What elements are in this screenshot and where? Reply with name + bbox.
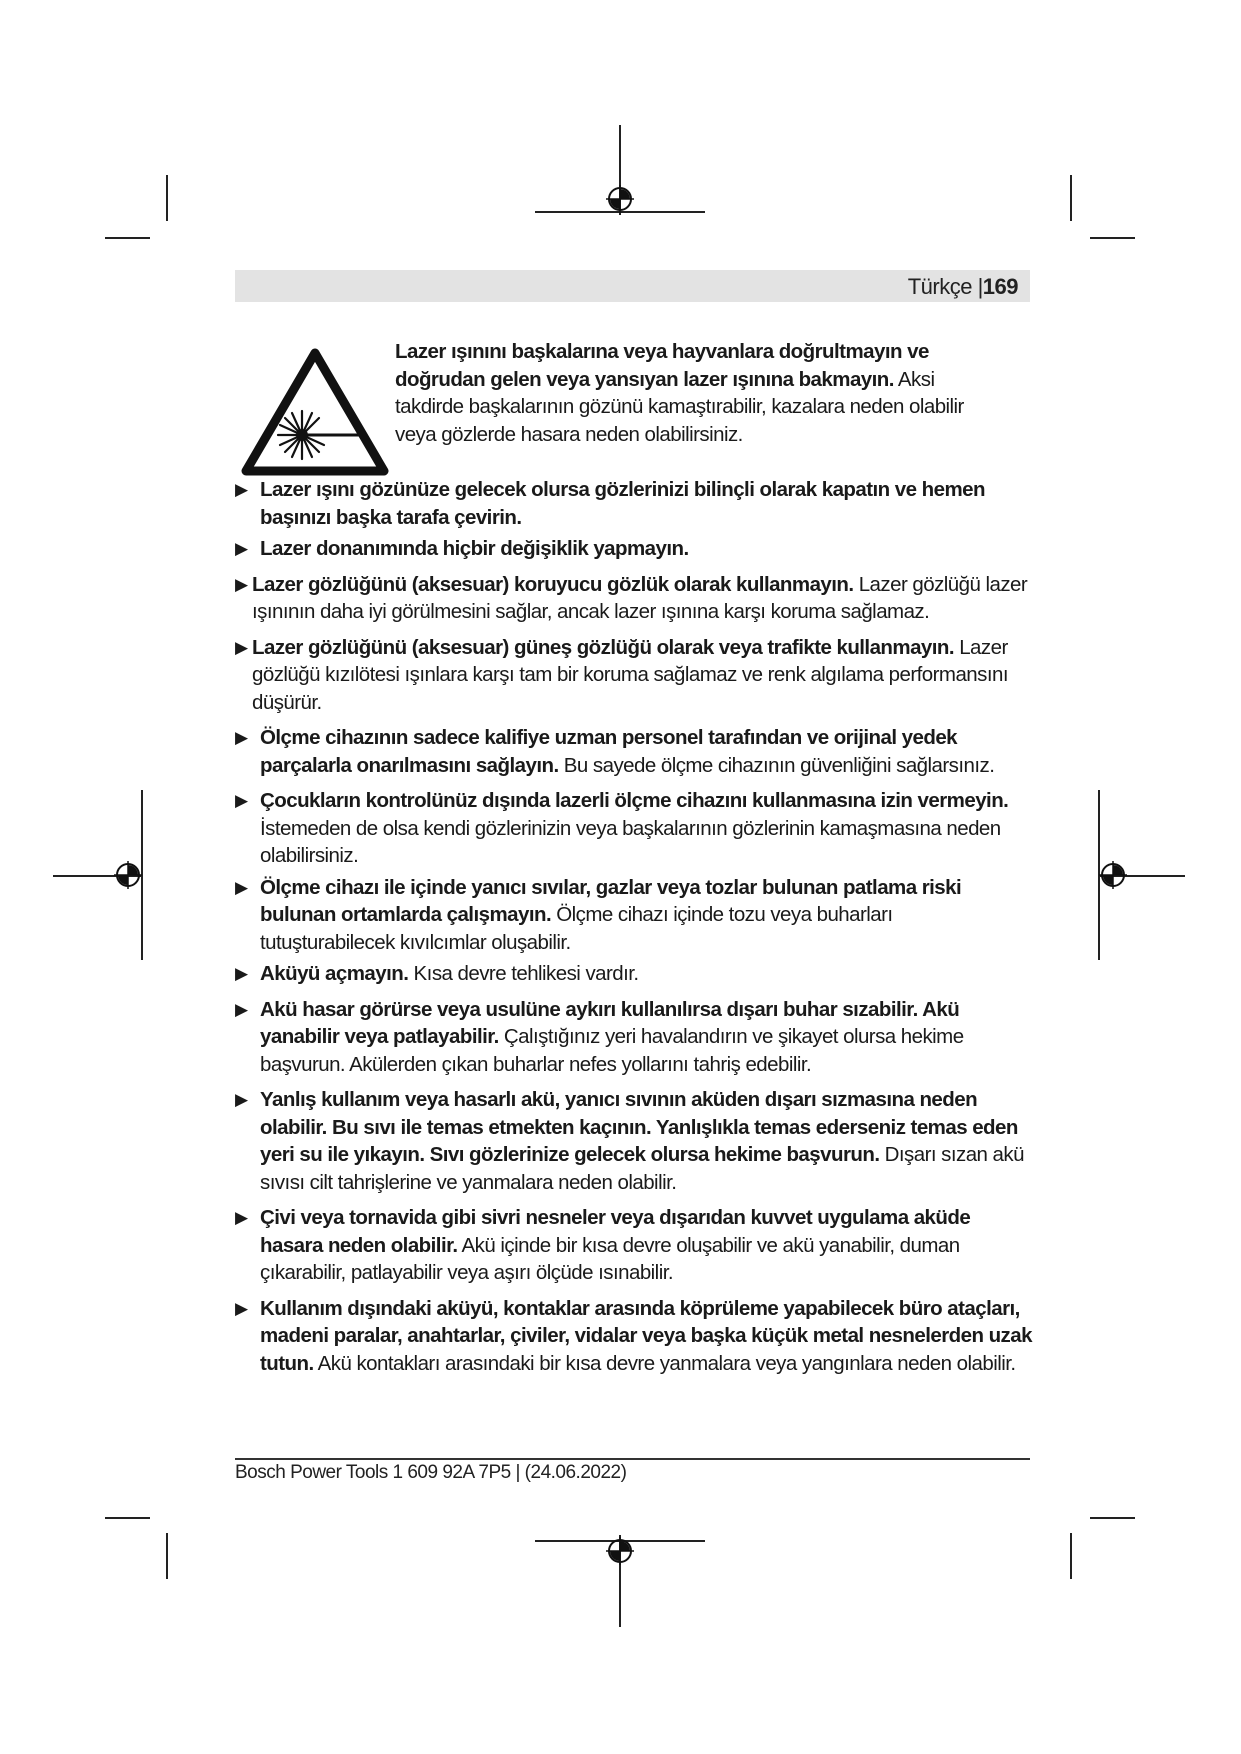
bullet-triangle-icon: ▶ — [235, 574, 248, 594]
bullet-triangle-icon: ▶ — [235, 1298, 248, 1318]
list-item — [232, 996, 1032, 1079]
list-item-normal: Akü içinde bir kısa devre oluşabilir ve akü yanabilir, duman çıkarabilir, patlayabilir veya aşırı ölçüde ısınabilir. — [260, 1233, 960, 1284]
crop-mark-top-left-vertical — [166, 175, 168, 221]
bullet-triangle-icon: ▶ — [235, 728, 248, 747]
crop-mark-top-left-horizontal — [105, 237, 150, 239]
registration-target-bottom-icon — [604, 1535, 636, 1567]
safety-instructions — [232, 330, 1032, 1377]
laser-warning-text — [395, 338, 995, 448]
list-item — [232, 874, 1032, 957]
list-item-bold: Lazer gözlüğünü (aksesuar) koruyucu gözlük olarak kullanmayın. — [252, 572, 854, 596]
list-item-bold: Kullanım dışındaki aküyü, kontaklar arasında köprüleme yapabilecek büro ataçları, madeni paralar, anahtarlar, çiviler, vidalar veya başka küçük metal nesnelerden uzak tutun. — [260, 1296, 1032, 1375]
bullet-triangle-icon: ▶ — [235, 1090, 248, 1109]
list-item-bold: Yanlış kullanım veya hasarlı akü, yanıcı sıvının aküden dışarı sızmasına neden olabilir. Bu sıvı ile temas etmekten kaçının. Yanlışlıkla temas ederseniz temas eden yeri su ile yıkayın. Sıvı gözlerinize gelecek olursa hekime başvurun. — [260, 1088, 1018, 1166]
header-separator: | — [977, 274, 983, 299]
list-item-normal: Çalıştığınız yeri havalandırın ve şikayet olursa hekime başvurun. Akülerden çıkan buharlar nefes yollarını tahriş edebilir. — [260, 1025, 964, 1076]
bullet-triangle-icon: ▶ — [235, 1208, 248, 1227]
bullet-triangle-icon: ▶ — [235, 877, 248, 897]
crop-mark-bottom-left-horizontal — [105, 1517, 150, 1519]
list-item-bold: Akü hasar görürse veya usulüne aykırı kullanılırsa dışarı buhar sızabilir. Akü yanabilir veya patlayabilir. — [260, 997, 960, 1048]
list-item — [232, 634, 1032, 717]
header-language: Türkçe — [907, 274, 972, 299]
laser-warning-block — [232, 330, 1032, 448]
list-item — [232, 1086, 1032, 1196]
footer-divider — [235, 1458, 1030, 1460]
list-item-bold: Çocukların kontrolünüz dışında lazerli ölçme cihazını kullanmasına izin vermeyin. — [260, 789, 1009, 812]
laser-warning-triangle-icon — [240, 345, 390, 477]
list-item — [232, 535, 1032, 563]
header-text — [908, 274, 1018, 300]
list-item-bold: Çivi veya tornavida gibi sivri nesneler veya dışarıdan kuvvet uygulama aküde hasara neden olabilir. — [260, 1206, 971, 1257]
crop-mark-bottom-right-horizontal — [1090, 1517, 1135, 1519]
list-item-normal: İstemeden de olsa kendi gözlerinizin veya başkalarının gözlerinin kamaşmasına neden olabilirsiniz. — [260, 816, 1001, 867]
list-item — [232, 476, 1032, 531]
list-item-bold: Lazer ışını gözünüze gelecek olursa gözlerinizi bilinçli olarak kapatın ve hemen başınızı başka tarafa çevirin. — [260, 478, 985, 529]
list-item-normal: Lazer gözlüğü lazer ışınının daha iyi görülmesini sağlar, ancak lazer ışınına karşı koruma sağlamaz. — [252, 572, 1028, 623]
bullet-triangle-icon: ▶ — [235, 637, 248, 657]
bullet-triangle-icon: ▶ — [235, 539, 248, 558]
list-item — [232, 1295, 1032, 1378]
crop-mark-top-right-vertical — [1070, 175, 1072, 221]
registration-target-right-icon — [1097, 859, 1129, 891]
page-footer: Bosch Power Tools 1 609 92A 7P5 | (24.06.2022) — [235, 1462, 627, 1483]
crop-mark-top-right-horizontal — [1090, 237, 1135, 239]
list-item-bold: Lazer donanımında hiçbir değişiklik yapmayın. — [260, 537, 689, 560]
bullet-triangle-icon: ▶ — [235, 999, 248, 1019]
bullet-triangle-icon: ▶ — [235, 964, 248, 983]
laser-warning-normal: Aksi takdirde başkalarının gözünü kamaştırabilir, kazalara neden olabilir veya gözlerde hasara neden olabilirsiniz. — [395, 367, 964, 446]
list-item-bold: Lazer gözlüğünü (aksesuar) güneş gözlüğü olarak veya trafikte kullanmayın. — [252, 635, 955, 659]
list-item — [232, 960, 1032, 988]
list-item — [232, 571, 1032, 626]
list-item-normal: Kısa devre tehlikesi vardır. — [408, 962, 639, 985]
list-item-normal: Akü kontakları arasındaki bir kısa devre yanmalara veya yangınlara neden olabilir. — [313, 1351, 1016, 1375]
laser-warning-bold: Lazer ışınını başkalarına veya hayvanlara doğrultmayın ve doğrudan gelen veya yansıyan lazer ışınına bakmayın. — [395, 340, 929, 391]
list-item-normal: Dışarı sızan akü sıvısı cilt tahrişlerine ve yanmalara neden olabilir. — [260, 1143, 1024, 1194]
list-item-normal: Ölçme cihazı içinde tozu veya buharları tutuşturabilecek kıvılcımlar oluşabilir. — [260, 903, 893, 954]
list-item — [232, 724, 1032, 779]
list-item — [232, 787, 1032, 870]
crop-mark-bottom-left-vertical — [166, 1533, 168, 1579]
list-item-bold: Ölçme cihazının sadece kalifiye uzman personel tarafından ve orijinal yedek parçalarla onarılmasını sağlayın. — [260, 726, 958, 777]
list-item-normal: Lazer gözlüğü kızılötesi ışınlara karşı tam bir koruma sağlamaz ve renk algılama performansını düşürür. — [252, 635, 1008, 714]
registration-target-left-icon — [112, 859, 144, 891]
page-number: 169 — [982, 274, 1018, 299]
list-item-bold: Ölçme cihazı ile içinde yanıcı sıvılar, gazlar veya tozlar bulunan patlama riski bulunan ortamlarda çalışmayın. — [260, 875, 962, 926]
list-item — [232, 1204, 1032, 1287]
page-header — [235, 270, 1030, 302]
bullet-triangle-icon: ▶ — [235, 791, 248, 810]
crop-mark-bottom-right-vertical — [1070, 1533, 1072, 1579]
list-item-normal: Bu sayede ölçme cihazının güvenliğini sağlarsınız. — [558, 753, 995, 777]
list-item-bold: Aküyü açmayın. — [260, 962, 409, 985]
bullet-triangle-icon: ▶ — [235, 480, 248, 499]
registration-target-top-icon — [604, 183, 636, 215]
